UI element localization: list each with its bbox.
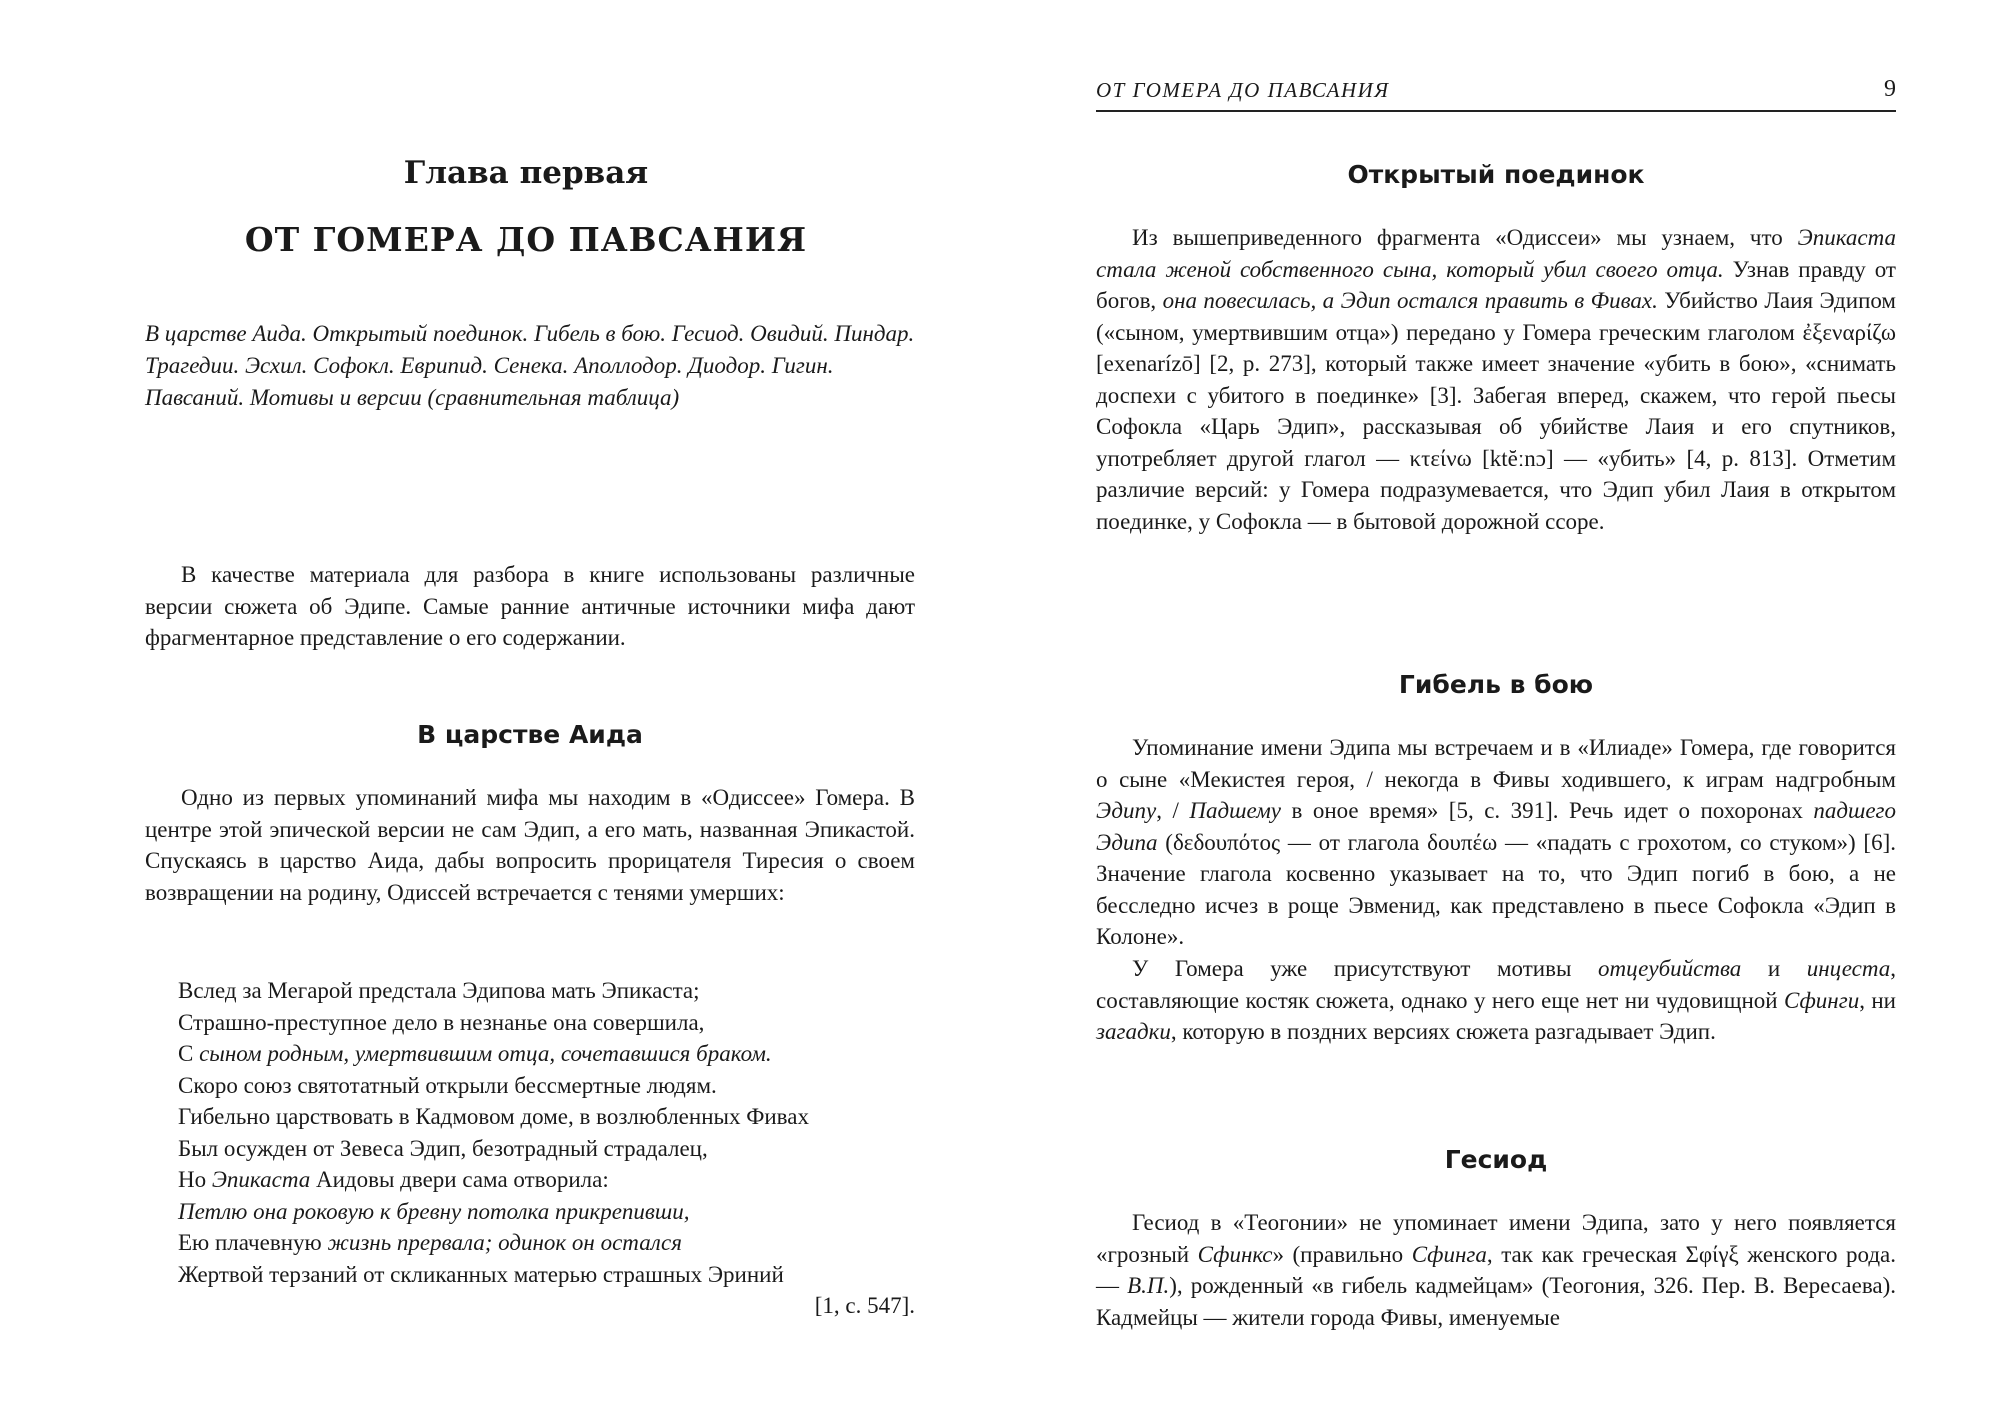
- page-number: 9: [1884, 76, 1896, 102]
- paragraph-iliad: Упоминание имени Эдипа мы встречаем и в «Илиаде» Гомера, где говорится о сыне «Мекистея героя, / некогда в Фивы ходившего, к играм надгробным Эдипу, / Падшему в оное время» [5, с. 391]. Речь идет о похоронах падшего Эдипа (δεδουπότος — от глагола δουπέω — «падать с грохотом, со стуком») [6]. Значение глагола косвенно указывает на то, что Эдип погиб в бою, а не бесследно исчез в роще Эвменид, как представлено в пьесе Софокла «Эдип в Колоне».: [1096, 735, 1897, 949]
- right-page: [1000, 0, 2000, 1425]
- verse-line: С сыном родным, умертвившим отца, сочетавшися браком.: [178, 1041, 772, 1066]
- running-head: [1096, 78, 1896, 112]
- section-title-death-in-battle: Гибель в бою: [1398, 670, 1594, 699]
- section-title-hesiod: Гесиод: [1444, 1145, 1548, 1174]
- chapter-title: ОТ ГОМЕРА ДО ПАВСАНИЯ: [244, 220, 808, 259]
- verse-line: Ею плачевную жизнь прервала; одинок он остался: [178, 1230, 682, 1255]
- intro-paragraph: В качестве материала для разбора в книге использованы различные версии сюжета об Эдипе. Самые ранние античные источники мифа дают фрагментарное представление о его содержании.: [145, 562, 915, 650]
- section-title-duel: Открытый поединок: [1347, 160, 1645, 189]
- paragraph-hades: Одно из первых упоминаний мифа мы находим в «Одиссее» Гомера. В центре этой эпической версии не сам Эдип, а его мать, названная Эпикастой. Спускаясь в царство Аида, дабы вопросить прорицателя Тиресия о своем возвращении на родину, Одиссей встречается с тенями умерших:: [145, 785, 915, 905]
- verse-line: Гибельно царствовать в Кадмовом доме, в возлюбленных Фивах: [178, 1104, 809, 1129]
- paragraph-motifs: У Гомера уже присутствуют мотивы отцеубийства и инцеста, составляющие костяк сюжета, однако у него еще нет ни чудовищной Сфинги, ни загадки, которую в поздних версиях сюжета разгадывает Эдип.: [1096, 956, 1896, 1044]
- verse-quote: [178, 975, 915, 1322]
- verse-line: Страшно-преступное дело в незнанье она совершила,: [178, 1009, 705, 1035]
- running-head-title: ОТ ГОМЕРА ДО ПАВСАНИЯ: [1096, 78, 1390, 102]
- paragraph-duel: Из вышеприведенного фрагмента «Одиссеи» мы узнаем, что Эпикаста стала женой собственного сына, который убил своего отца. Узнав правду от богов, она повесилась, а Эдип остался править в Фивах. Убийство Лаия Эдипом («сыном, умертвившим отца») передано у Гомера греческим глаголом ἐξεναρίζω [exenarízō] [2, p. 273], который также имеет значение «убить в бою», «снимать доспехи с убитого в поединке» [3]. Забегая вперед, скажем, что герой пьесы Софокла «Царь Эдип», рассказывая об убийстве Лаия и его спутников, употребляет другой глагол — κτείνω [ktĕːnɔ] — «убить» [4, p. 813]. Отметим различие версий: у Гомера подразумевается, что Эдип убил Лаия в открытом поединке, у Софокла — в бытовой дорожной ссоре.: [1096, 225, 1896, 534]
- verse-citation: [1, с. 547].: [814, 1293, 915, 1318]
- verse-line: Вслед за Мегарой предстала Эдипова мать Эпикаста;: [178, 978, 700, 1003]
- chapter-contents: В царстве Аида. Открытый поединок. Гибель в бою. Гесиод. Овидий. Пиндар. Трагедии. Эсхил. Софокл. Еврипид. Сенека. Аполлодор. Диодор. Гигин. Павсаний. Мотивы и версии (сравнительная таблица): [145, 321, 915, 410]
- verse-line: Но Эпикаста Аидовы двери сама отворила:: [178, 1167, 609, 1192]
- verse-line: Был осужден от Зевеса Эдип, безотрадный страдалец,: [178, 1135, 708, 1161]
- paragraph-hesiod: Гесиод в «Теогонии» не упоминает имени Эдипа, зато у него появляется «грозный Сфинкс» (правильно Сфинга, так как греческая Σφίγξ женского рода. — В.П.), рожденный «в гибель кадмейцам» (Теогония, 326. Пер. В. Вересаева). Кадмейцы — жители города Фивы, именуемые: [1096, 1210, 1897, 1330]
- section-title-hades: В царстве Аида: [417, 720, 643, 749]
- verse-line: Петлю она роковую к бревну потолка прикрепивши,: [178, 1198, 690, 1224]
- chapter-label: Глава первая: [403, 155, 649, 191]
- verse-line: Скоро союз святотатный открыли бессмертные людям.: [178, 1072, 717, 1098]
- verse-line: Жертвой терзаний от скликанных матерью страшных Эриний: [178, 1261, 784, 1287]
